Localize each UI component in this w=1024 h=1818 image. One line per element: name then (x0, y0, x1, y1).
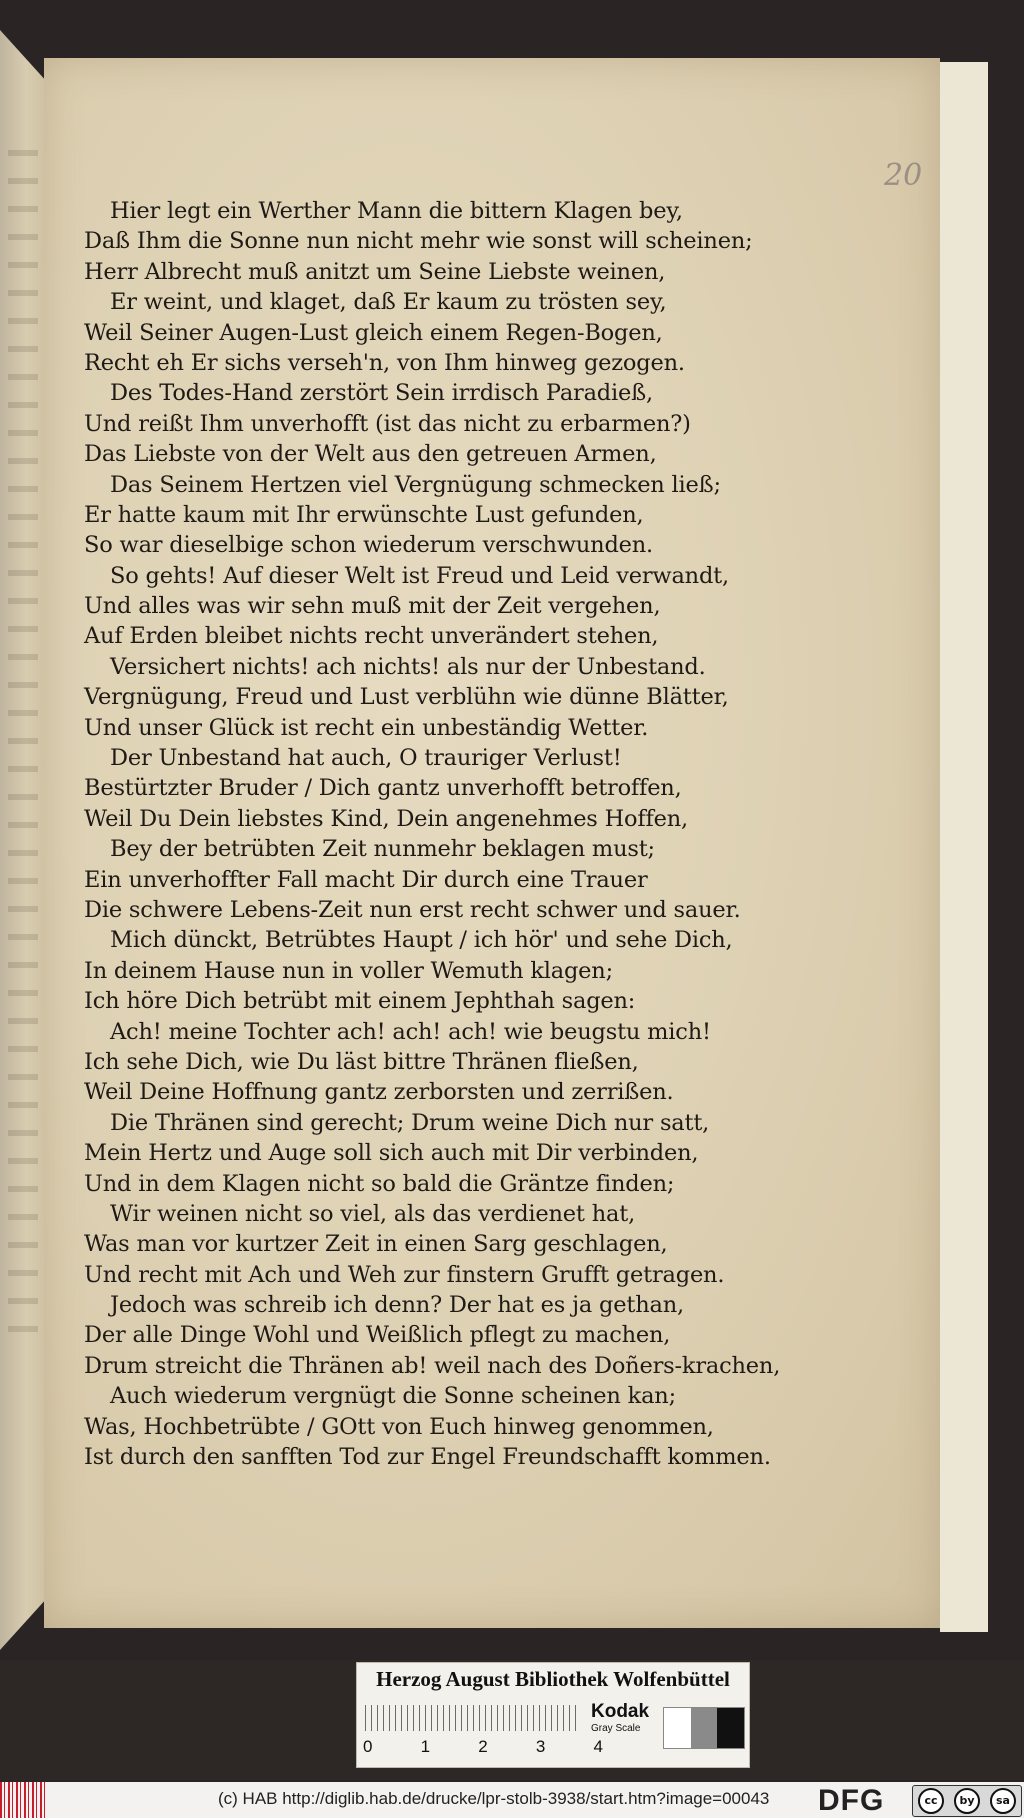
poem-line: Weil Deine Hoffnung gantz zerborsten und zerrißen. (84, 1079, 674, 1106)
poem-line: Die schwere Lebens-Zeit nun erst recht schwer und sauer. (84, 896, 741, 923)
poem-line: Und reißt Ihm unverhofft (ist das nicht zu erbarmen?) (84, 410, 691, 437)
poem-line: Ist durch den sanfften Tod zur Engel Freundschafft kommen. (84, 1444, 771, 1471)
poem-line: Er hatte kaum mit Ihr erwünschte Lust gefunden, (84, 501, 644, 528)
poem-line: So gehts! Auf dieser Welt ist Freud und Leid verwandt, (110, 562, 729, 589)
poem-line: Vergnügung, Freud und Lust verblühn wie dünne Blätter, (84, 684, 729, 711)
ruler-number: 3 (535, 1737, 546, 1756)
poem-line: Er weint, und klaget, daß Er kaum zu trösten sey, (110, 289, 667, 316)
poem-line: Herr Albrecht muß anitzt um Seine Liebste weinen, (84, 258, 666, 285)
ruler-number: 1 (420, 1737, 431, 1756)
poem-line: Des Todes-Hand zerstört Sein irrdisch Paradieß, (110, 380, 653, 407)
institution-label: Herzog August Bibliothek Wolfenbüttel (376, 1667, 730, 1691)
left-page-edge (0, 30, 44, 1650)
cc-icon: cc (918, 1788, 944, 1814)
color-calibration-bar (356, 1662, 750, 1768)
poem-line: Daß Ihm die Sonne nun nicht mehr wie sonst will scheinen; (84, 228, 753, 255)
poem-line: Versichert nichts! ach nichts! als nur der Unbestand. (110, 653, 706, 680)
kodak-subtitle: Gray Scale (591, 1723, 641, 1734)
gray-patches (663, 1707, 745, 1749)
poem-line: Das Liebste von der Welt aus den getreuen Armen, (84, 441, 657, 468)
footer-bar (0, 1782, 1024, 1818)
poem-line: Der alle Dinge Wohl und Weißlich pflegt zu machen, (84, 1322, 671, 1349)
poem-line: Bey der betrübten Zeit nunmehr beklagen must; (110, 836, 655, 863)
poem-line: Was, Hochbetrübte / GOtt von Euch hinweg genommen, (84, 1413, 714, 1440)
copyright-link[interactable]: (c) HAB http://diglib.hab.de/drucke/lpr-stolb-3938/start.htm?image=00043 (218, 1789, 770, 1808)
poem-line: Ich sehe Dich, wie Du läst bittre Thränen fließen, (84, 1048, 639, 1075)
poem-line: Hier legt ein Werther Mann die bittern Klagen bey, (110, 198, 683, 224)
poem-line: Die Thränen sind gerecht; Drum weine Dich nur satt, (110, 1109, 710, 1136)
poem-line: Auf Erden bleibet nichts recht unverändert stehen, (84, 623, 659, 650)
ruler-number: 4 (593, 1737, 603, 1756)
cc-license-badge[interactable] (912, 1785, 1022, 1817)
poem-line: Ich höre Dich betrübt mit einem Jephthah sagen: (84, 988, 636, 1015)
dfg-logo[interactable]: DFG (818, 1784, 885, 1817)
poem-line: Und alles was wir sehn muß mit der Zeit vergehen, (84, 593, 661, 620)
poem-line: Ein unverhoffter Fall macht Dir durch eine Trauer (84, 866, 648, 893)
ruler-numbers (363, 1737, 603, 1759)
poem-line: In deinem Hause nun in voller Wemuth klagen; (84, 957, 613, 984)
poem-line: Was man vor kurtzer Zeit in einen Sarg geschlagen, (84, 1231, 668, 1258)
ruler-ticks (365, 1705, 579, 1731)
folio-number: 20 (884, 158, 923, 193)
poem-line: Und in dem Klagen nicht so bald die Gräntze finden; (84, 1170, 675, 1197)
ruler-number: 2 (478, 1737, 488, 1756)
poem-line: Mein Hertz und Auge soll sich auch mit Dir verbinden, (84, 1140, 699, 1167)
gray-patch (717, 1708, 744, 1748)
kodak-brand: Kodak (591, 1701, 650, 1722)
poem-line: Drum streicht die Thränen ab! weil nach des Doñers-krachen, (84, 1352, 781, 1379)
poem-line: Ach! meine Tochter ach! ach! ach! wie beugstu mich! (110, 1018, 711, 1045)
poem-line: Das Seinem Hertzen viel Vergnügung schmecken ließ; (110, 471, 721, 498)
poem-line: Weil Seiner Augen-Lust gleich einem Regen-Bogen, (84, 319, 663, 346)
poem-text-block (84, 196, 800, 1472)
gray-patch (691, 1708, 718, 1748)
poem-line: Bestürtzter Bruder / Dich gantz unverhofft betroffen, (84, 775, 682, 802)
sa-icon: sa (990, 1788, 1016, 1814)
poem-line: Jedoch was schreib ich denn? Der hat es ja gethan, (110, 1292, 684, 1319)
kodak-logo (591, 1701, 661, 1734)
poem-line: Wir weinen nicht so viel, als das verdienet hat, (110, 1200, 636, 1227)
poem-line: Und unser Glück ist recht ein unbeständig Wetter. (84, 714, 649, 741)
poem-line: So war dieselbige schon wiederum verschwunden. (84, 532, 654, 559)
barcode-icon (0, 1782, 46, 1818)
poem-line: Recht eh Er sichs verseh'n, von Ihm hinweg gezogen. (84, 349, 685, 376)
page-right-strip (940, 62, 988, 1632)
by-icon: by (954, 1788, 980, 1814)
poem-line: Der Unbestand hat auch, O trauriger Verlust! (110, 745, 622, 772)
ruler-number: 0 (363, 1737, 373, 1756)
gray-patch (664, 1708, 691, 1748)
poem-line: Weil Du Dein liebstes Kind, Dein angenehmes Hoffen, (84, 805, 688, 832)
poem-line: Auch wiederum vergnügt die Sonne scheinen kan; (110, 1383, 676, 1410)
poem-line: Und recht mit Ach und Weh zur finstern Grufft getragen. (84, 1261, 725, 1288)
poem-line: Mich dünckt, Betrübtes Haupt / ich hör' und sehe Dich, (110, 927, 733, 954)
